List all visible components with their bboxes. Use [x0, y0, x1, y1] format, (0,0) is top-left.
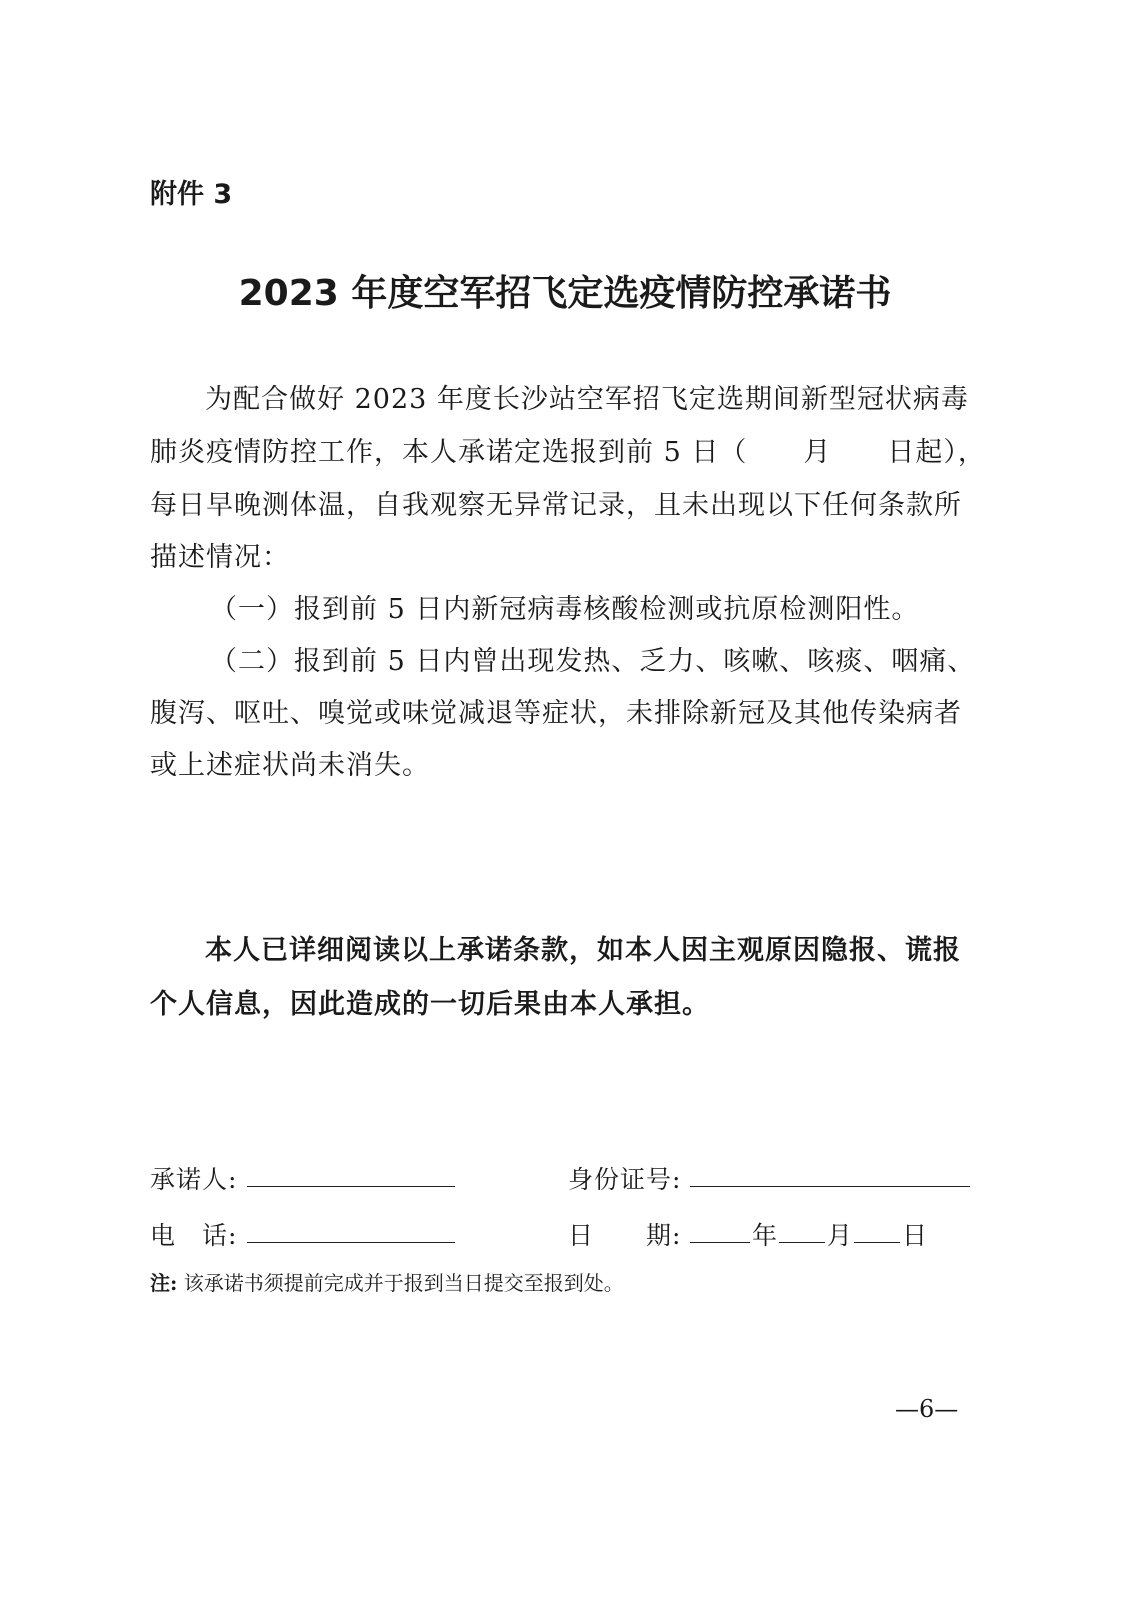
- date-label: 日 期:: [568, 1221, 682, 1250]
- clause-1: （一）报到前 5 日内新冠病毒核酸检测或抗原检测阳性。: [210, 594, 920, 625]
- note-label: 注:: [150, 1271, 178, 1295]
- page-number: —6—: [895, 1395, 959, 1423]
- promisor-input-line[interactable]: [247, 1162, 455, 1187]
- clause-2-line-2: 腹泻、呕吐、嗅觉或味觉减退等症状，未排除新冠及其他传染病者: [150, 698, 962, 729]
- year-input-line[interactable]: [690, 1218, 750, 1243]
- phone-label: 电 话:: [150, 1221, 238, 1250]
- intro-line-3: 每日早晚测体温，自我观察无异常记录，且未出现以下任何条款所: [150, 490, 962, 521]
- day-input-line[interactable]: [854, 1218, 900, 1243]
- declaration-line-2: 个人信息，因此造成的一切后果由本人承担。: [150, 989, 710, 1020]
- month-label: 月: [827, 1221, 854, 1250]
- document-title: 2023 年度空军招飞定选疫情防控承诺书: [238, 273, 892, 314]
- attachment-label: 附件 3: [150, 179, 233, 210]
- id-number-input-line[interactable]: [690, 1162, 970, 1187]
- year-label: 年: [752, 1221, 779, 1250]
- note-text: 该承诺书须提前完成并于报到当日提交至报到处。: [183, 1271, 624, 1295]
- intro-line-4: 描述情况：: [150, 542, 290, 573]
- promisor-label: 承诺人:: [150, 1165, 238, 1194]
- clause-2-line-3: 或上述症状尚未消失。: [150, 750, 430, 781]
- day-label: 日: [902, 1221, 929, 1250]
- clause-2-line-1: （二）报到前 5 日内曾出现发热、乏力、咳嗽、咳痰、咽痛、: [210, 646, 976, 677]
- id-number-label: 身份证号:: [568, 1165, 682, 1194]
- phone-input-line[interactable]: [247, 1218, 455, 1243]
- intro-line-2: 肺炎疫情防控工作，本人承诺定选报到前 5 日（ 月 日起），: [150, 437, 986, 468]
- intro-line-1: 为配合做好 2023 年度长沙站空军招飞定选期间新型冠状病毒: [205, 384, 969, 415]
- note: [150, 1267, 624, 1296]
- declaration-line-1: 本人已详细阅读以上承诺条款，如本人因主观原因隐报、谎报: [205, 935, 961, 966]
- month-input-line[interactable]: [779, 1218, 825, 1243]
